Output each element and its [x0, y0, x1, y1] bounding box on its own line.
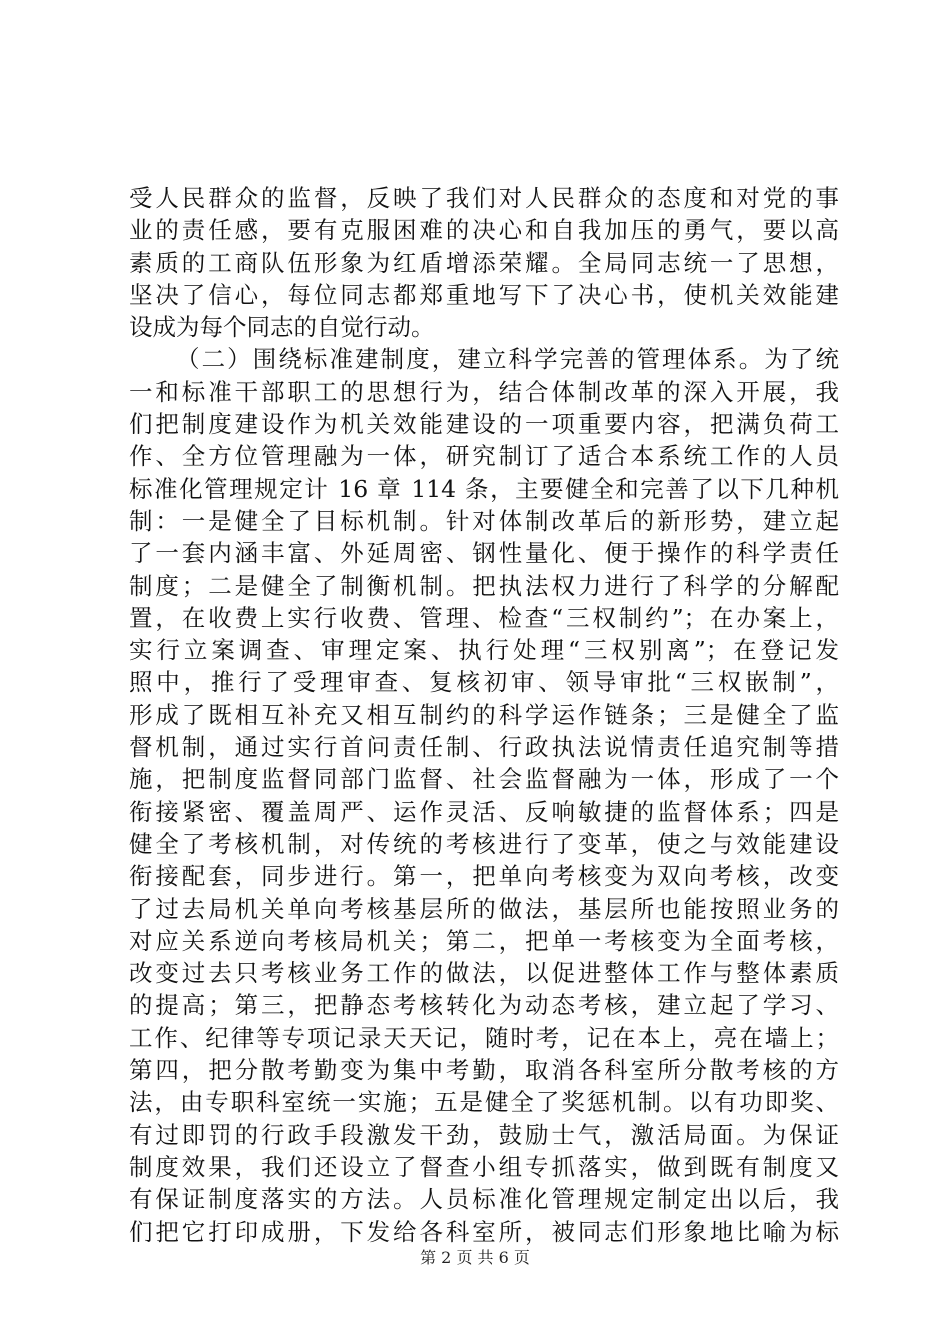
text-line: 照中，推行了受理审查、复核初审、领导审批“三权嵌制”，: [129, 668, 839, 697]
text-line: 对应关系逆向考核局机关；第二，把单一考核变为全面考核，: [129, 926, 839, 955]
page-number-label: 第 2 页 共 6 页: [420, 1248, 530, 1267]
text-line: 施，把制度监督同部门监督、社会监督融为一体，形成了一个: [129, 765, 839, 794]
text-line: 坚决了信心，每位同志都郑重地写下了决心书，使机关效能建: [129, 280, 839, 309]
text-line: 制：一是健全了目标机制。针对体制改革后的新形势，建立起: [129, 506, 839, 535]
text-line: 们把它打印成册，下发给各科室所，被同志们形象地比喻为标: [129, 1217, 839, 1246]
text-line: 法，由专职科室统一实施；五是健全了奖惩机制。以有功即奖、: [129, 1088, 839, 1117]
text-line: 有保证制度落实的方法。人员标准化管理规定制定出以后，我: [129, 1185, 839, 1214]
text-line: 工作、纪律等专项记录天天记，随时考，记在本上，亮在墙上；: [129, 1023, 839, 1052]
text-line: 实行立案调查、审理定案、执行处理“三权别离”；在登记发: [129, 636, 839, 665]
page-footer: [0, 1245, 950, 1268]
body-text: [129, 182, 839, 1248]
text-line: 受人民群众的监督，反映了我们对人民群众的态度和对党的事: [129, 184, 839, 212]
text-line: 素质的工商队伍形象为红盾增添荣耀。全局同志统一了思想，: [129, 248, 839, 277]
text-line: 制度；二是健全了制衡机制。把执法权力进行了科学的分解配: [129, 571, 839, 600]
text-line: 有过即罚的行政手段激发干劲，鼓励士气，激活局面。为保证: [129, 1120, 839, 1149]
text-line: 健全了考核机制，对传统的考核进行了变革，使之与效能建设: [129, 829, 839, 858]
text-line: 一和标准干部职工的思想行为，结合体制改革的深入开展，我: [129, 377, 839, 406]
text-line: 设成为每个同志的自觉行动。: [129, 313, 435, 342]
text-line: 衔接紧密、覆盖周严、运作灵活、反响敏捷的监督体系；四是: [129, 797, 839, 826]
text-line: 第四，把分散考勤变为集中考勤，取消各科室所分散考核的方: [129, 1056, 839, 1085]
text-line: 的提高；第三，把静态考核转化为动态考核，建立起了学习、: [129, 991, 839, 1020]
text-line: 改变过去只考核业务工作的做法，以促进整体工作与整体素质: [129, 959, 839, 988]
text-line: 制度效果，我们还设立了督查小组专抓落实，做到既有制度又: [129, 1152, 839, 1181]
text-line: 标准化管理规定计 16 章 114 条，主要健全和完善了以下几种机: [129, 474, 839, 503]
text-line: （二）围绕标准建制度，建立科学完善的管理体系。为了统: [176, 345, 839, 374]
text-line: 督机制，通过实行首问责任制、行政执法说情责任追究制等措: [129, 733, 839, 762]
text-line: 作、全方位管理融为一体，研究制订了适合本系统工作的人员: [129, 442, 839, 471]
text-line: 业的责任感，要有克服困难的决心和自我加压的勇气，要以高: [129, 216, 839, 245]
text-line: 置，在收费上实行收费、管理、检查“三权制约”；在办案上，: [129, 603, 839, 632]
text-line: 了一套内涵丰富、外延周密、钢性量化、便于操作的科学责任: [129, 539, 839, 568]
text-line: 们把制度建设作为机关效能建设的一项重要内容，把满负荷工: [129, 410, 839, 439]
text-line: 衔接配套，同步进行。第一，把单向考核变为双向考核，改变: [129, 862, 839, 891]
text-line: 形成了既相互补充又相互制约的科学运作链条；三是健全了监: [129, 700, 839, 729]
text-line: 了过去局机关单向考核基层所的做法，基层所也能按照业务的: [129, 894, 839, 923]
